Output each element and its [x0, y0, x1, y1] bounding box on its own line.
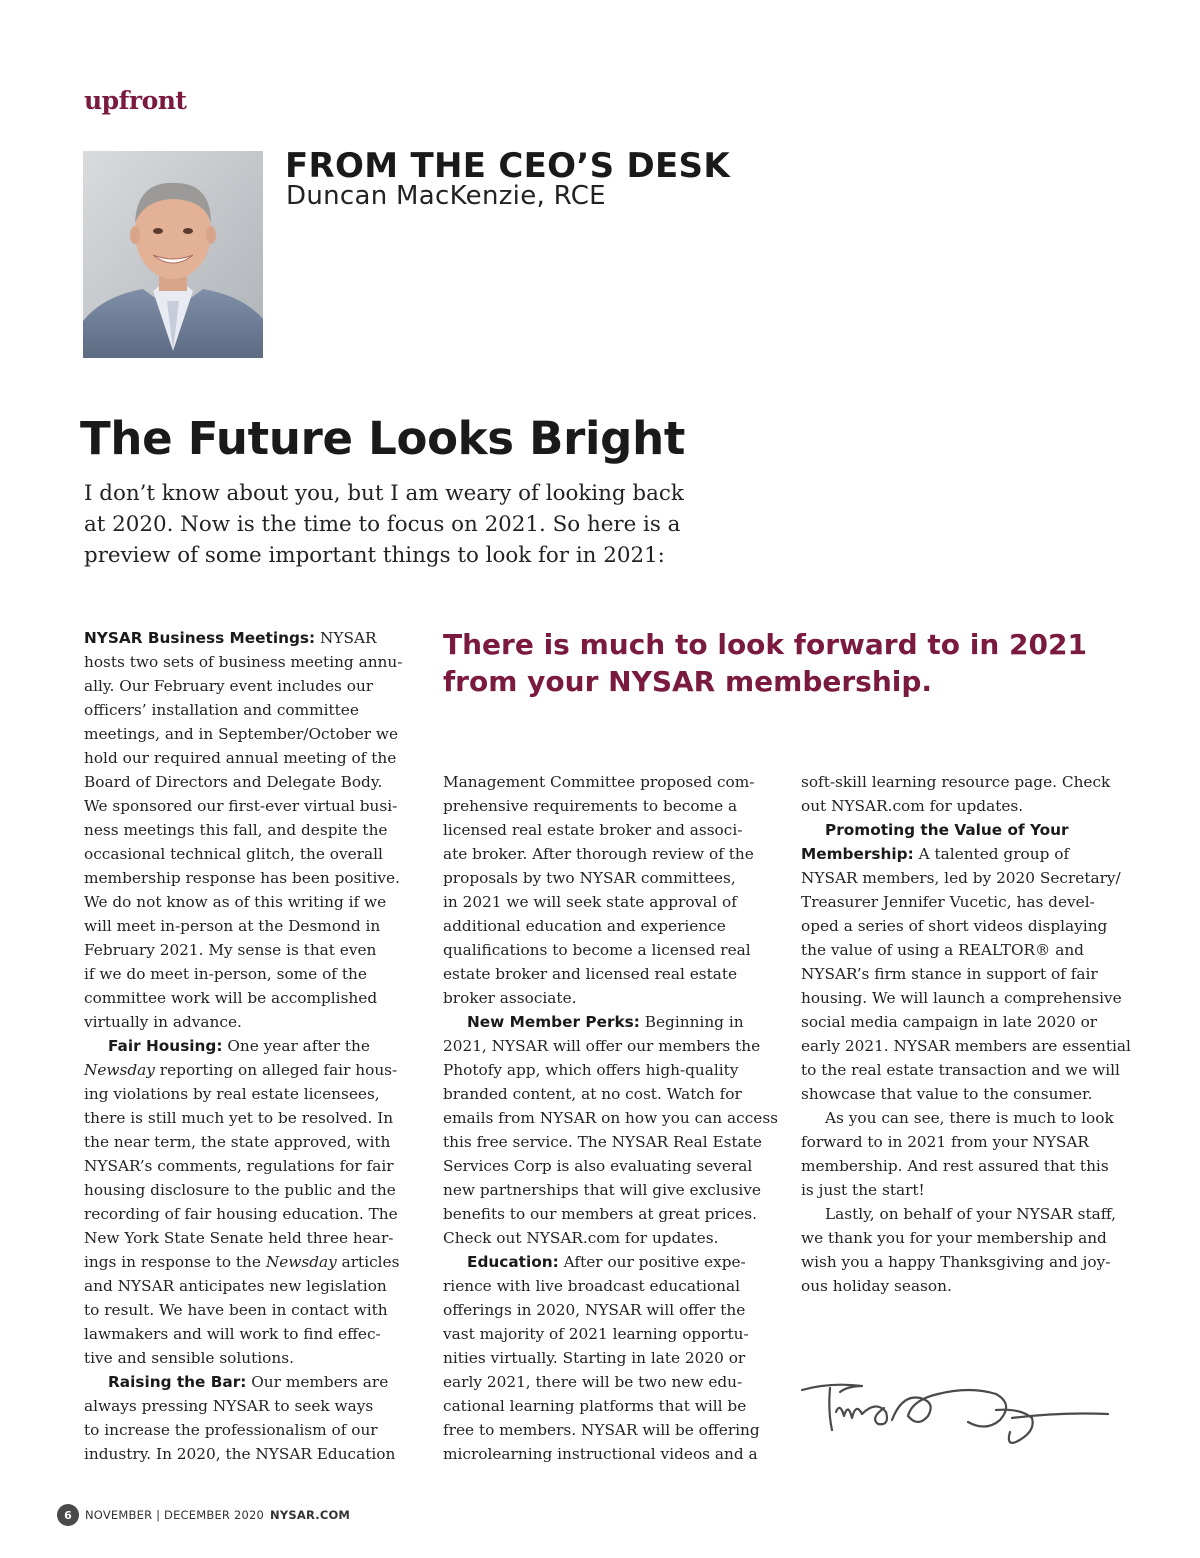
body-text: occasional technical glitch, the overall — [84, 845, 383, 863]
text-line — [443, 1418, 773, 1442]
body-text: virtually in advance. — [84, 1013, 242, 1031]
text-line — [84, 1442, 414, 1466]
body-text: nities virtually. Starting in late 2020 or — [443, 1349, 746, 1367]
author-photo — [83, 151, 263, 358]
pull-quote-line: from your NYSAR membership. — [443, 665, 933, 698]
text-line — [443, 986, 773, 1010]
text-line — [801, 1202, 1141, 1226]
body-text: cational learning platforms that will be — [443, 1397, 747, 1415]
body-text: wish you a happy Thanksgiving and joy- — [801, 1253, 1111, 1271]
body-text: Photofy app, which offers high-quality — [443, 1061, 739, 1079]
text-line — [801, 1034, 1141, 1058]
body-text: recording of fair housing education. The — [84, 1205, 398, 1223]
text-line — [84, 1058, 414, 1082]
text-line — [84, 1346, 414, 1370]
body-text: free to members. NYSAR will be offering — [443, 1421, 760, 1439]
text-line — [84, 674, 414, 698]
body-text: and NYSAR anticipates new legislation — [84, 1277, 387, 1295]
subhead: Fair Housing: — [108, 1037, 223, 1055]
body-text: the value of using a REALTOR® and — [801, 941, 1084, 959]
text-line — [801, 986, 1141, 1010]
body-text: Check out NYSAR.com for updates. — [443, 1229, 719, 1247]
text-line — [84, 1010, 414, 1034]
text-line — [443, 1442, 773, 1466]
body-text: ous holiday season. — [801, 1277, 952, 1295]
text-line — [84, 1154, 414, 1178]
text-line — [84, 1274, 414, 1298]
text-line — [801, 866, 1141, 890]
body-text: Beginning in — [639, 1013, 744, 1031]
body-text: new partnerships that will give exclusive — [443, 1181, 761, 1199]
subhead: New Member Perks: — [467, 1013, 640, 1031]
body-text: NYSAR’s firm stance in support of fair — [801, 965, 1098, 983]
text-line — [443, 1226, 773, 1250]
body-text: After our positive expe- — [558, 1253, 746, 1271]
body-text: Management Committee proposed com- — [443, 773, 755, 791]
body-text: licensed real estate broker and associ- — [443, 821, 743, 839]
text-line — [443, 794, 773, 818]
text-line — [84, 1106, 414, 1130]
text-line — [84, 938, 414, 962]
text-line — [84, 818, 414, 842]
text-line — [84, 914, 414, 938]
body-text: branded content, at no cost. Watch for — [443, 1085, 742, 1103]
text-line — [84, 1034, 414, 1058]
publication-name: Newsday — [265, 1253, 337, 1271]
text-line — [84, 866, 414, 890]
text-line — [801, 770, 1141, 794]
text-line — [443, 818, 773, 842]
body-text: to the real estate transaction and we will — [801, 1061, 1120, 1079]
body-text: to increase the professionalism of our — [84, 1421, 378, 1439]
text-line — [801, 938, 1141, 962]
desk-author: Duncan MacKenzie, RCE — [286, 181, 606, 211]
text-line — [443, 1370, 773, 1394]
text-line — [801, 794, 1141, 818]
body-text: membership. And rest assured that this — [801, 1157, 1109, 1175]
body-text: ally. Our February event includes our — [84, 677, 374, 695]
body-text: early 2021, there will be two new edu- — [443, 1373, 743, 1391]
body-text: ings in response to the — [84, 1253, 266, 1271]
article-headline: The Future Looks Bright — [80, 412, 686, 465]
body-text: We sponsored our first-ever virtual busi- — [84, 797, 398, 815]
body-text: qualifications to become a licensed real — [443, 941, 751, 959]
text-line — [801, 1250, 1141, 1274]
body-text: Services Corp is also evaluating several — [443, 1157, 753, 1175]
body-text: ing violations by real estate licensees, — [84, 1085, 380, 1103]
pull-quote-line: There is much to look forward to in 2021 — [443, 628, 1087, 661]
text-line — [84, 1226, 414, 1250]
text-line — [84, 746, 414, 770]
text-line — [84, 1202, 414, 1226]
body-text: tive and sensible solutions. — [84, 1349, 294, 1367]
text-line — [443, 1394, 773, 1418]
body-text: additional education and experience — [443, 917, 726, 935]
text-line — [801, 1058, 1141, 1082]
issue-date: NOVEMBER | DECEMBER 2020 — [85, 1508, 265, 1522]
body-text: prehensive requirements to become a — [443, 797, 738, 815]
text-line — [801, 1154, 1141, 1178]
text-line — [443, 866, 773, 890]
text-line — [801, 962, 1141, 986]
body-text: housing disclosure to the public and the — [84, 1181, 396, 1199]
body-text: Our members are — [246, 1373, 389, 1391]
text-line — [84, 1250, 414, 1274]
body-text: membership response has been positive. — [84, 869, 400, 887]
body-text: will meet in-person at the Desmond in — [84, 917, 381, 935]
text-line — [443, 914, 773, 938]
text-line — [801, 1178, 1141, 1202]
article-lead — [84, 478, 704, 571]
body-text: forward to in 2021 from your NYSAR — [801, 1133, 1089, 1151]
text-column-3 — [801, 770, 1141, 1298]
text-line — [443, 770, 773, 794]
body-text: Lastly, on behalf of your NYSAR staff, — [825, 1205, 1116, 1223]
text-line — [443, 938, 773, 962]
body-text: New York State Senate held three hear- — [84, 1229, 394, 1247]
text-line — [443, 1106, 779, 1130]
body-text: oped a series of short videos displaying — [801, 917, 1108, 935]
body-text: always pressing NYSAR to seek ways — [84, 1397, 374, 1415]
text-line — [443, 1298, 773, 1322]
text-line — [801, 890, 1141, 914]
text-line — [443, 1154, 773, 1178]
text-line — [443, 1082, 773, 1106]
body-text: One year after the — [222, 1037, 370, 1055]
text-line — [84, 986, 414, 1010]
text-line — [84, 1322, 414, 1346]
text-line — [801, 842, 1141, 866]
text-line — [84, 1394, 414, 1418]
page-footer — [57, 1504, 350, 1526]
text-line — [84, 650, 414, 674]
text-line — [443, 1034, 773, 1058]
body-text: hosts two sets of business meeting annu- — [84, 653, 403, 671]
text-line — [443, 1274, 773, 1298]
text-line — [84, 842, 414, 866]
body-text: ness meetings this fall, and despite the — [84, 821, 388, 839]
body-text: to result. We have been in contact with — [84, 1301, 388, 1319]
text-line — [84, 1178, 414, 1202]
body-text: there is still much yet to be resolved. In — [84, 1109, 394, 1127]
body-text: the near term, the state approved, with — [84, 1133, 391, 1151]
body-text: reporting on alleged fair hous- — [154, 1061, 398, 1079]
lead-line: preview of some important things to look for in 2021: — [84, 543, 665, 568]
text-line — [84, 794, 414, 818]
text-line — [801, 1082, 1141, 1106]
body-text: benefits to our members at great prices. — [443, 1205, 757, 1223]
subhead: Education: — [467, 1253, 559, 1271]
text-line — [801, 818, 1141, 842]
body-text: NYSAR members, led by 2020 Secretary/ — [801, 869, 1121, 887]
body-text: estate broker and licensed real estate — [443, 965, 738, 983]
text-line — [801, 1106, 1141, 1130]
body-text: showcase that value to the consumer. — [801, 1085, 1093, 1103]
body-text: in 2021 we will seek state approval of — [443, 893, 737, 911]
lead-line: at 2020. Now is the time to focus on 2021. So here is a — [84, 512, 681, 537]
text-line — [443, 1010, 773, 1034]
text-line — [801, 914, 1141, 938]
body-text: Board of Directors and Delegate Body. — [84, 773, 383, 791]
body-text: if we do meet in-person, some of the — [84, 965, 367, 983]
page-number: 6 — [57, 1504, 79, 1526]
text-line — [84, 722, 414, 746]
text-line — [84, 890, 414, 914]
body-text: officers’ installation and committee — [84, 701, 359, 719]
site-link[interactable]: NYSAR.COM — [270, 1508, 351, 1522]
pull-quote — [443, 626, 1143, 700]
text-column-1 — [84, 626, 414, 1466]
body-text: we thank you for your membership and — [801, 1229, 1107, 1247]
body-text: lawmakers and will work to find effec- — [84, 1325, 381, 1343]
text-line — [801, 1274, 1141, 1298]
subhead: Membership: — [801, 845, 914, 863]
text-line — [801, 1010, 1141, 1034]
body-text: rience with live broadcast educational — [443, 1277, 741, 1295]
body-text: proposals by two NYSAR committees, — [443, 869, 736, 887]
body-text: Treasurer Jennifer Vucetic, has devel- — [801, 893, 1095, 911]
text-line — [84, 626, 414, 650]
body-text: microlearning instructional videos and a — [443, 1445, 758, 1463]
text-line — [84, 962, 414, 986]
text-line — [443, 1178, 773, 1202]
body-text: housing. We will launch a comprehensive — [801, 989, 1122, 1007]
text-line — [84, 1418, 414, 1442]
body-text: vast majority of 2021 learning opportu- — [443, 1325, 749, 1343]
text-line — [84, 1370, 414, 1394]
subhead: NYSAR Business Meetings: — [84, 629, 316, 647]
text-line — [443, 1202, 773, 1226]
text-line — [84, 1298, 414, 1322]
publication-name: Newsday — [84, 1061, 155, 1079]
body-text: As you can see, there is much to look — [825, 1109, 1114, 1127]
text-line — [801, 1130, 1141, 1154]
body-text: offerings in 2020, NYSAR will offer the — [443, 1301, 746, 1319]
text-line — [443, 1058, 773, 1082]
body-text: February 2021. My sense is that even — [84, 941, 377, 959]
body-text: soft-skill learning resource page. Check — [801, 773, 1111, 791]
subhead: Promoting the Value of Your — [825, 821, 1069, 839]
text-line — [84, 698, 414, 722]
text-line — [84, 1082, 414, 1106]
body-text: meetings, and in September/October we — [84, 725, 399, 743]
text-column-2 — [443, 770, 779, 1466]
body-text: articles — [336, 1253, 400, 1271]
signature — [800, 1372, 1120, 1472]
text-line — [443, 1130, 773, 1154]
body-text: industry. In 2020, the NYSAR Education — [84, 1445, 396, 1463]
body-text: We do not know as of this writing if we — [84, 893, 387, 911]
text-line — [84, 770, 414, 794]
text-line — [443, 962, 773, 986]
text-line — [443, 1250, 773, 1274]
body-text: committee work will be accomplished — [84, 989, 378, 1007]
lead-line: I don’t know about you, but I am weary of looking back — [84, 481, 684, 506]
section-tag: upfront — [84, 86, 187, 115]
text-line — [801, 1226, 1141, 1250]
body-text: out NYSAR.com for updates. — [801, 797, 1024, 815]
body-text: A talented group of — [913, 845, 1070, 863]
body-text: early 2021. NYSAR members are essential — [801, 1037, 1131, 1055]
body-text: NYSAR’s comments, regulations for fair — [84, 1157, 394, 1175]
text-line — [443, 842, 773, 866]
text-line — [443, 890, 773, 914]
subhead: Raising the Bar: — [108, 1373, 247, 1391]
text-line — [84, 1130, 414, 1154]
body-text: ate broker. After thorough review of the — [443, 845, 754, 863]
text-line — [443, 1322, 773, 1346]
body-text: hold our required annual meeting of the — [84, 749, 397, 767]
desk-title: FROM THE CEO’S DESK — [285, 146, 730, 186]
body-text: 2021, NYSAR will offer our members the — [443, 1037, 761, 1055]
text-line — [443, 1346, 773, 1370]
body-text: NYSAR — [315, 629, 377, 647]
body-text: broker associate. — [443, 989, 577, 1007]
body-text: social media campaign in late 2020 or — [801, 1013, 1098, 1031]
body-text: is just the start! — [801, 1181, 925, 1199]
body-text: this free service. The NYSAR Real Estate — [443, 1133, 762, 1151]
body-text: emails from NYSAR on how you can access — [443, 1109, 779, 1127]
